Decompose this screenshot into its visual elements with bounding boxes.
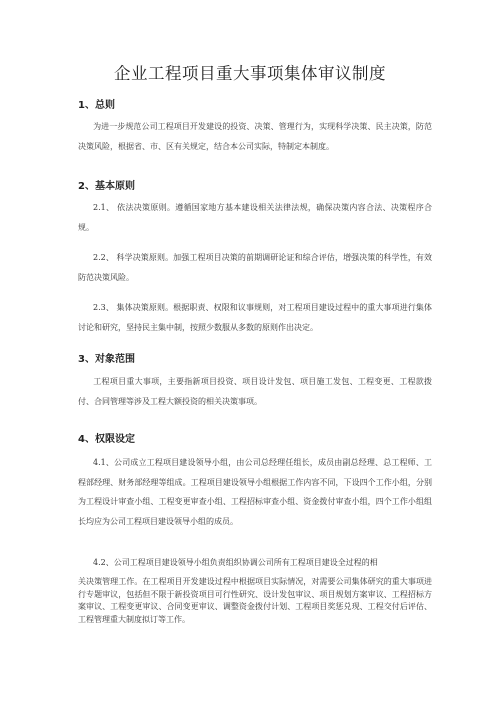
section-2-paragraph-1: 2.1、 依法决策原则。遵循国家地方基本建设相关法律法规，确保决策内容合法、决策程序合规。 xyxy=(78,203,432,232)
page-title: 企业工程项目重大事项集体审议制度 xyxy=(114,64,386,83)
section-4-paragraph-2: 4.2、公司工程项目建设领导小组负责组织协调公司所有工程项目建设全过程的相 xyxy=(93,558,378,567)
section-3-paragraph-1: 工程项目重大事项，主要指新项目投资、项目设计发包、项目施工发包、工程变更、工程款拨付、合同管理等涉及工程大额投资的相关决策事项。 xyxy=(78,377,432,406)
section-1-paragraph-1: 为进一步规范公司工程项目开发建设的投资、决策、管理行为，实现科学决策、民主决策，防范决策风险，根据省、市、区有关规定，结合本公司实际，特制定本制度。 xyxy=(78,122,432,151)
section-heading-2: 2、基本原则 xyxy=(78,181,135,192)
section-heading-1: 1、总则 xyxy=(78,100,115,111)
section-heading-4: 4、权限设定 xyxy=(78,434,135,445)
section-2-paragraph-3: 2.3、 集体决策原则。根据职责、权限和议事规则，对工程项目建设过程中的重大事项进行集体讨论和研究，坚持民主集中制，按照少数服从多数的原则作出决定。 xyxy=(78,303,432,332)
section-heading-3: 3、对象范围 xyxy=(78,354,135,365)
section-4-paragraph-1: 4.1、公司成立工程项目建设领导小组，由公司总经理任组长，成员由副总经理、总工程师、工程部经理、财务部经理等组成。工程项目建设领导小组根据工作内容不同，下设四个工作小组，分别为工程设计审查小组、工程变更审查小组、工程招标审查小组、资金拨付审查小组，四个工作小组组长均应为公司工程项目建设领导小组的成员。 xyxy=(78,458,432,526)
section-4-paragraph-3: 关决策管理工作。在工程项目开发建设过程中根据项目实际情况，对需要公司集体研究的重大事项进行专题审议，包括但不限于新投资项目可行性研究、设计发包审议、项目规划方案审议、工程招标方案审议、工程变更审议、合同变更审议、调整资金拨付计划、工程项目奖惩兑现、工程交付后评估、工程管理重大制度拟订等工作。 xyxy=(78,577,432,624)
section-2-paragraph-2: 2.2、 科学决策原则。加强工程项目决策的前期调研论证和综合评估，增强决策的科学性，有效防范决策风险。 xyxy=(78,253,432,282)
